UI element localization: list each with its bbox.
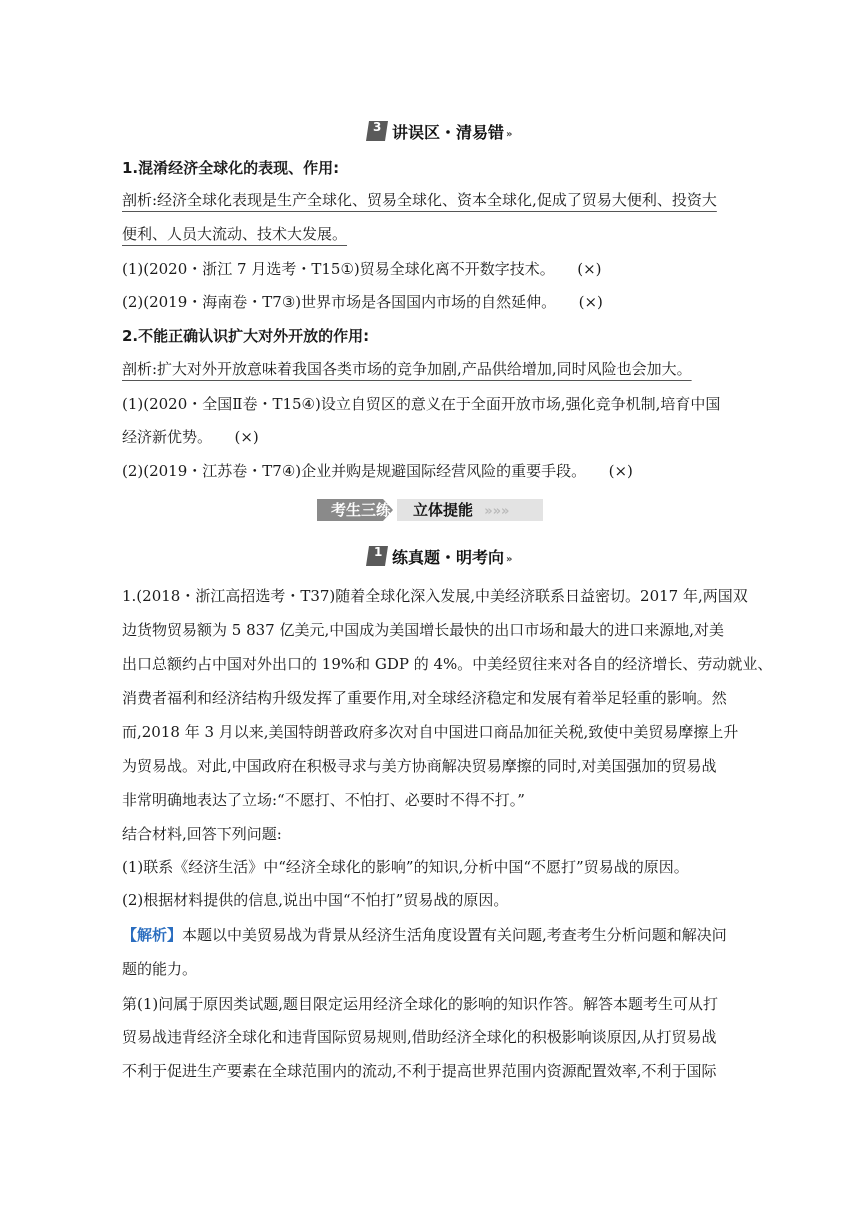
- section-number: 3: [373, 120, 382, 134]
- question-line: 非常明确地表达了立场:“不愿打、不怕打、必要时不得不打。”: [122, 791, 525, 809]
- analysis-body-line: 不利于促进生产要素在全球范围内的流动,不利于提高世界范围内资源配置效率,不利于国际: [122, 1062, 717, 1080]
- question-line: 结合材料,回答下列问题:: [122, 825, 282, 843]
- section-title: 练真题・明考向: [392, 547, 505, 567]
- item2-heading: 2.不能正确认识扩大对外开放的作用:: [122, 327, 370, 345]
- practice-banner: [317, 499, 543, 521]
- question-line: 边货物贸易额为 5 837 亿美元,中国成为美国增长最快的出口市场和最大的进口来源地,对美: [122, 621, 725, 639]
- banner-left-label: 考生三练: [317, 499, 405, 521]
- question-line: 而,2018 年 3 月以来,美国特朗普政府多次对自中国进口商品加征关税,致使中美贸易摩擦上升: [122, 723, 739, 741]
- question-line: 为贸易战。对此,中国政府在积极寻求与美方协商解决贸易摩擦的同时,对美国强加的贸易战: [122, 757, 717, 775]
- analysis-body-line: 贸易战违背经济全球化和违背国际贸易规则,借助经济全球化的积极影响谈原因,从打贸易战: [122, 1028, 717, 1046]
- question-line: 出口总额约占中国对外出口的 19%和 GDP 的 4%。中美经贸往来对各自的经济增长、劳动就业、: [122, 655, 773, 673]
- question-line: (1)联系《经济生活》中“经济全球化的影响”的知识,分析中国“不愿打”贸易战的原因。: [122, 858, 689, 876]
- item1-analysis-line2: 便利、人员大流动、技术大发展。: [122, 225, 348, 243]
- item1-analysis-line1: 剖析:经济全球化表现是生产全球化、贸易全球化、资本全球化,促成了贸易大便利、投资大: [122, 191, 717, 209]
- analysis-line2: 题的能力。: [122, 960, 198, 978]
- question-line: (2)根据材料提供的信息,说出中国“不怕打”贸易战的原因。: [122, 891, 509, 909]
- item2-question2: (2)(2019・江苏卷・T7④)企业并购是规避国际经营风险的重要手段。 (×): [122, 462, 633, 480]
- analysis-line1-text: 本题以中美贸易战为背景从经济生活角度设置有关问题,考查考生分析问题和解决问: [182, 926, 727, 944]
- item1-heading: 1.混淆经济全球化的表现、作用:: [122, 159, 340, 177]
- item1-question2: (2)(2019・海南卷・T7③)世界市场是各国国内市场的自然延伸。 (×): [122, 293, 603, 311]
- banner-right-box: [397, 499, 543, 521]
- item2-question1-line1: (1)(2020・全国Ⅱ卷・T15④)设立自贸区的意义在于全面开放市场,强化竞争机制,培育中国: [122, 395, 721, 413]
- item2-analysis-line1: 剖析:扩大对外开放意味着我国各类市场的竞争加剧,产品供给增加,同时风险也会加大。: [122, 360, 692, 378]
- section-header-real-questions: [366, 540, 512, 572]
- question-line: 1.(2018・浙江高招选考・T37)随着全球化深入发展,中美经济联系日益密切。2017 年,两国双: [122, 587, 748, 605]
- analysis-line1: [122, 925, 727, 945]
- section-arrows: »: [506, 128, 513, 140]
- item1-question1: (1)(2020・浙江 7 月选考・T15①)贸易全球化离不开数字技术。 (×): [122, 260, 602, 278]
- analysis-tag: 【解析】: [122, 926, 183, 944]
- item2-question1-line2: 经济新优势。 (×): [122, 428, 259, 446]
- question-line: 消费者福利和经济结构升级发挥了重要作用,对全球经济稳定和发展有着举足轻重的影响。然: [122, 689, 727, 707]
- section-number: 1: [374, 545, 383, 559]
- banner-chevrons: »»»: [484, 504, 510, 519]
- section-title: 讲误区・清易错: [392, 122, 505, 142]
- banner-right-label: 立体提能: [413, 501, 474, 519]
- analysis-body-line: 第(1)问属于原因类试题,题目限定运用经济全球化的影响的知识作答。解答本题考生可从打: [122, 995, 719, 1013]
- section-arrows: »: [506, 553, 513, 565]
- section-header-error-zone: [366, 115, 512, 147]
